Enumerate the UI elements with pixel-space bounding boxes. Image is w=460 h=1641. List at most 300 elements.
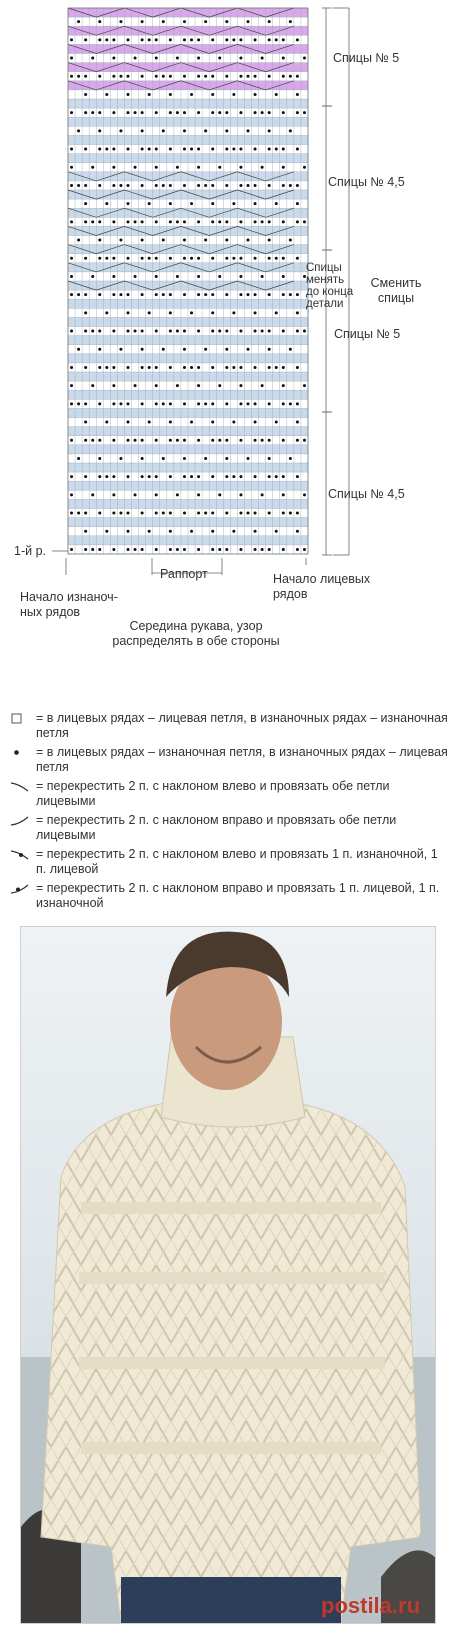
purl-dot — [282, 439, 285, 442]
purl-dot — [268, 366, 271, 369]
purl-dot — [141, 512, 144, 515]
purl-dot — [141, 38, 144, 41]
purl-dot — [127, 111, 130, 114]
purl-dot — [197, 184, 200, 187]
purl-dot — [275, 366, 278, 369]
purl-dot — [289, 457, 292, 460]
purl-dot — [112, 366, 115, 369]
purl-dot — [239, 475, 242, 478]
purl-dot — [197, 548, 200, 551]
purl-dot — [70, 38, 73, 41]
purl-dot — [119, 239, 122, 242]
purl-dot — [218, 275, 221, 278]
legend-item-cross-left-purl: = перекрестить 2 п. с наклоном влево и провязать 1 п. изнаночной, 1 п. лицевой — [10, 847, 450, 877]
purl-dot — [254, 75, 257, 78]
purl-dot — [296, 184, 299, 187]
purl-dot — [134, 275, 137, 278]
purl-dot — [70, 148, 73, 151]
purl-dot — [84, 257, 87, 260]
purl-dot — [225, 239, 228, 242]
purl-dot — [176, 111, 179, 114]
purl-dot — [169, 330, 172, 333]
purl-dot — [141, 239, 144, 242]
purl-dot — [112, 166, 115, 169]
purl-dot — [303, 57, 306, 60]
purl-dot — [84, 220, 87, 223]
purl-dot — [155, 512, 158, 515]
purl-dot — [176, 330, 179, 333]
purl-dot — [169, 75, 172, 78]
purl-dot — [70, 257, 73, 260]
purl-dot — [275, 38, 278, 41]
purl-dot — [148, 148, 151, 151]
purl-dot — [183, 439, 186, 442]
purl-dot — [190, 366, 193, 369]
purl-dot — [239, 57, 242, 60]
purl-dot — [112, 439, 115, 442]
purl-dot — [261, 493, 264, 496]
purl-dot — [275, 530, 278, 533]
purl-dot — [225, 330, 228, 333]
purl-dot — [282, 257, 285, 260]
purl-dot — [98, 184, 101, 187]
purl-dot — [247, 402, 250, 405]
purl-dot — [183, 239, 186, 242]
purl-dot — [127, 293, 130, 296]
purl-dot — [77, 402, 80, 405]
purl-dot — [183, 184, 186, 187]
purl-dot — [211, 439, 214, 442]
purl-dot — [296, 93, 299, 96]
purl-dot — [141, 75, 144, 78]
purl-dot — [218, 384, 221, 387]
purl-dot — [112, 275, 115, 278]
purl-dot — [112, 38, 115, 41]
purl-dot — [275, 311, 278, 314]
purl-dot — [77, 129, 80, 132]
purl-dot — [261, 439, 264, 442]
purl-dot — [98, 148, 101, 151]
purl-dot — [247, 184, 250, 187]
purl-dot — [169, 220, 172, 223]
purl-dot — [254, 330, 257, 333]
purl-dot — [148, 530, 151, 533]
purl-dot — [225, 257, 228, 260]
purl-dot — [155, 57, 158, 60]
purl-dot — [148, 421, 151, 424]
purl-dot — [211, 93, 214, 96]
purl-dot — [225, 220, 228, 223]
purl-dot — [84, 548, 87, 551]
purl-dot — [190, 311, 193, 314]
purl-dot — [204, 293, 207, 296]
purl-dot — [239, 257, 242, 260]
purl-dot — [162, 348, 165, 351]
purl-dot — [239, 148, 242, 151]
symbol-legend — [10, 711, 450, 915]
purl-dot — [239, 275, 242, 278]
purl-dot — [183, 257, 186, 260]
purl-dot — [254, 184, 257, 187]
purl-dot — [77, 75, 80, 78]
purl-dot — [268, 148, 271, 151]
purl-dot — [261, 166, 264, 169]
purl-dot — [254, 220, 257, 223]
purl-dot — [84, 75, 87, 78]
purl-dot — [296, 330, 299, 333]
purl-dot — [127, 38, 130, 41]
watermark-text: postila.ru — [321, 1593, 421, 1618]
purl-dot — [289, 20, 292, 23]
purl-dot — [204, 129, 207, 132]
purl-dot — [211, 257, 214, 260]
label-needles-45-lower: Спицы № 4,5 — [328, 487, 405, 501]
purl-dot — [162, 129, 165, 132]
purl-dot — [268, 475, 271, 478]
purl-dot — [77, 457, 80, 460]
purl-dot — [239, 439, 242, 442]
purl-dot — [148, 93, 151, 96]
purl-dot — [282, 548, 285, 551]
purl-dot — [162, 20, 165, 23]
purl-dot — [254, 439, 257, 442]
purl-dot — [190, 202, 193, 205]
purl-dot — [197, 148, 200, 151]
purl-dot — [232, 148, 235, 151]
purl-dot — [197, 111, 200, 114]
purl-dot — [197, 366, 200, 369]
purl-dot — [261, 111, 264, 114]
purl-dot — [289, 512, 292, 515]
purl-dot — [303, 111, 306, 114]
purl-dot — [134, 111, 137, 114]
purl-dot — [70, 402, 73, 405]
purl-dot — [134, 548, 137, 551]
purl-dot — [232, 366, 235, 369]
purl-dot — [268, 220, 271, 223]
purl-dot — [289, 239, 292, 242]
purl-dot — [169, 421, 172, 424]
purl-dot — [183, 75, 186, 78]
purl-dot — [70, 366, 73, 369]
purl-dot — [98, 220, 101, 223]
purl-dot — [127, 75, 130, 78]
purl-dot — [303, 384, 306, 387]
purl-dot — [268, 457, 271, 460]
purl-dot — [169, 184, 172, 187]
purl-dot — [112, 148, 115, 151]
purl-dot — [204, 457, 207, 460]
purl-dot — [127, 548, 130, 551]
purl-dot — [275, 421, 278, 424]
purl-dot — [239, 75, 242, 78]
purl-dot — [197, 257, 200, 260]
purl-dot — [183, 111, 186, 114]
purl-dot — [141, 348, 144, 351]
purl-dot — [155, 548, 158, 551]
purl-dot — [70, 439, 73, 442]
purl-dot — [254, 293, 257, 296]
purl-dot — [232, 38, 235, 41]
purl-dot — [261, 220, 264, 223]
purl-dot — [155, 257, 158, 260]
purl-dot — [169, 148, 172, 151]
purl-dot — [225, 548, 228, 551]
purl-dot — [239, 402, 242, 405]
purl-dot — [169, 311, 172, 314]
purl-dot — [268, 293, 271, 296]
purl-dot — [282, 220, 285, 223]
purl-dot — [127, 93, 130, 96]
purl-dot — [183, 475, 186, 478]
purl-dot — [119, 512, 122, 515]
purl-dot — [105, 93, 108, 96]
purl-dot — [162, 239, 165, 242]
purl-dot — [112, 493, 115, 496]
purl-dot — [261, 275, 264, 278]
purl-dot — [70, 57, 73, 60]
purl-dot — [225, 512, 228, 515]
purl-dot — [148, 311, 151, 314]
purl-dot — [296, 421, 299, 424]
purl-dot — [141, 366, 144, 369]
purl-dot — [239, 493, 242, 496]
purl-dot — [127, 257, 130, 260]
purl-dot — [232, 311, 235, 314]
purl-dot — [84, 475, 87, 478]
purl-dot — [162, 457, 165, 460]
purl-dot — [268, 239, 271, 242]
purl-dot — [197, 439, 200, 442]
purl-dot — [84, 366, 87, 369]
purl-dot — [254, 148, 257, 151]
purl-dot — [134, 439, 137, 442]
purl-dot — [254, 548, 257, 551]
purl-dot — [275, 475, 278, 478]
label-change-note: Спицы менять до конца детали — [306, 262, 354, 310]
purl-dot — [134, 220, 137, 223]
purl-dot — [204, 239, 207, 242]
purl-dot — [225, 129, 228, 132]
purl-dot — [239, 111, 242, 114]
purl-dot — [211, 293, 214, 296]
purl-dot — [98, 457, 101, 460]
purl-dot — [105, 257, 108, 260]
purl-dot — [275, 148, 278, 151]
purl-dot — [289, 75, 292, 78]
purl-dot — [105, 148, 108, 151]
purl-dot — [239, 184, 242, 187]
purl-dot — [155, 493, 158, 496]
purl-dot — [247, 129, 250, 132]
purl-dot — [98, 548, 101, 551]
purl-dot — [247, 293, 250, 296]
purl-dot — [239, 166, 242, 169]
purl-dot — [127, 530, 130, 533]
purl-dot — [98, 129, 101, 132]
purl-dot — [98, 475, 101, 478]
purl-dot — [155, 384, 158, 387]
purl-dot — [261, 384, 264, 387]
purl-dot — [91, 493, 94, 496]
purl-dot — [197, 493, 200, 496]
purl-dot — [282, 57, 285, 60]
purl-dot — [296, 75, 299, 78]
purl-dot — [190, 257, 193, 260]
purl-dot — [91, 166, 94, 169]
purl-dot — [282, 366, 285, 369]
purl-dot — [211, 530, 214, 533]
purl-dot — [289, 184, 292, 187]
purl-dot — [169, 38, 172, 41]
purl-dot — [239, 548, 242, 551]
purl-dot — [225, 111, 228, 114]
purl-dot — [268, 75, 271, 78]
purl-dot — [141, 257, 144, 260]
purl-dot — [296, 548, 299, 551]
purl-dot — [254, 111, 257, 114]
purl-dot — [98, 439, 101, 442]
purl-dot — [239, 220, 242, 223]
purl-dot — [261, 57, 264, 60]
purl-dot — [232, 257, 235, 260]
purl-dot — [268, 330, 271, 333]
purl-dot — [176, 275, 179, 278]
label-repeat: Раппорт — [160, 567, 208, 581]
purl-dot — [148, 257, 151, 260]
purl-dot — [190, 148, 193, 151]
purl-dot — [112, 475, 115, 478]
purl-dot — [84, 512, 87, 515]
purl-dot — [134, 166, 137, 169]
purl-dot — [176, 220, 179, 223]
purl-dot — [254, 202, 257, 205]
purl-dot — [268, 512, 271, 515]
purl-dot — [105, 38, 108, 41]
purl-dot — [112, 330, 115, 333]
legend-item-cross-right-purl: = перекрестить 2 п. с наклоном вправо и провязать 1 п. лицевой, 1 п. изнаночной — [10, 881, 450, 911]
label-needles-5-top: Спицы № 5 — [333, 51, 400, 65]
purl-dot — [296, 202, 299, 205]
purl-dot — [91, 548, 94, 551]
purl-dot — [98, 75, 101, 78]
purl-dot — [141, 439, 144, 442]
purl-dot — [247, 348, 250, 351]
purl-dot — [211, 330, 214, 333]
purl-dot — [162, 75, 165, 78]
purl-dot — [112, 257, 115, 260]
purl-dot — [162, 293, 165, 296]
purl-dot — [91, 275, 94, 278]
purl-dot — [98, 257, 101, 260]
purl-dot — [84, 311, 87, 314]
purl-dot — [225, 439, 228, 442]
purl-dot — [105, 311, 108, 314]
purl-dot — [282, 475, 285, 478]
purl-dot — [190, 421, 193, 424]
purl-dot — [70, 275, 73, 278]
purl-dot — [282, 512, 285, 515]
purl-dot — [155, 184, 158, 187]
purl-dot — [275, 202, 278, 205]
purl-dot — [239, 38, 242, 41]
purl-dot — [303, 548, 306, 551]
purl-dot — [254, 311, 257, 314]
purl-dot — [176, 166, 179, 169]
purl-dot — [190, 38, 193, 41]
purl-dot — [119, 129, 122, 132]
purl-dot — [211, 184, 214, 187]
purl-dot — [127, 202, 130, 205]
purl-dot — [98, 239, 101, 242]
purl-dot — [268, 348, 271, 351]
purl-dot — [183, 330, 186, 333]
purl-dot — [296, 530, 299, 533]
purl-dot — [296, 439, 299, 442]
label-center-note: Середина рукава, узор распределять в обе стороны — [112, 619, 280, 648]
purl-dot — [268, 257, 271, 260]
purl-dot — [197, 512, 200, 515]
label-first-row: 1-й р. — [14, 544, 46, 558]
purl-dot — [183, 366, 186, 369]
purl-dot — [176, 384, 179, 387]
purl-dot — [84, 111, 87, 114]
purl-dot — [296, 111, 299, 114]
purl-dot — [232, 93, 235, 96]
purl-dot — [204, 184, 207, 187]
purl-dot — [91, 330, 94, 333]
purl-dot — [176, 57, 179, 60]
purl-dot — [134, 384, 137, 387]
purl-dot — [169, 475, 172, 478]
purl-dot — [225, 366, 228, 369]
purl-dot — [155, 166, 158, 169]
purl-dot — [289, 129, 292, 132]
purl-dot — [84, 530, 87, 533]
purl-dot — [225, 293, 228, 296]
purl-dot — [218, 493, 221, 496]
purl-dot — [127, 366, 130, 369]
purl-dot — [296, 148, 299, 151]
purl-dot — [282, 166, 285, 169]
purl-dot — [197, 475, 200, 478]
purl-dot — [70, 111, 73, 114]
cross-right-icon — [10, 814, 30, 828]
purl-dot — [282, 184, 285, 187]
square-icon — [10, 712, 30, 726]
purl-dot — [127, 421, 130, 424]
purl-dot — [169, 530, 172, 533]
purl-dot — [197, 402, 200, 405]
purl-dot — [218, 330, 221, 333]
purl-dot — [303, 330, 306, 333]
purl-dot — [105, 421, 108, 424]
purl-dot — [183, 293, 186, 296]
purl-dot — [211, 402, 214, 405]
purl-dot — [296, 402, 299, 405]
purl-dot — [119, 402, 122, 405]
purl-dot — [303, 166, 306, 169]
purl-dot — [112, 220, 115, 223]
purl-dot — [218, 220, 221, 223]
purl-dot — [268, 111, 271, 114]
legend-item-knit: = в лицевых рядах – лицевая петля, в изнаночных рядах – изнаночная петля — [10, 711, 450, 741]
purl-dot — [197, 293, 200, 296]
purl-dot — [183, 20, 186, 23]
purl-dot — [155, 220, 158, 223]
purl-dot — [183, 457, 186, 460]
purl-dot — [204, 20, 207, 23]
